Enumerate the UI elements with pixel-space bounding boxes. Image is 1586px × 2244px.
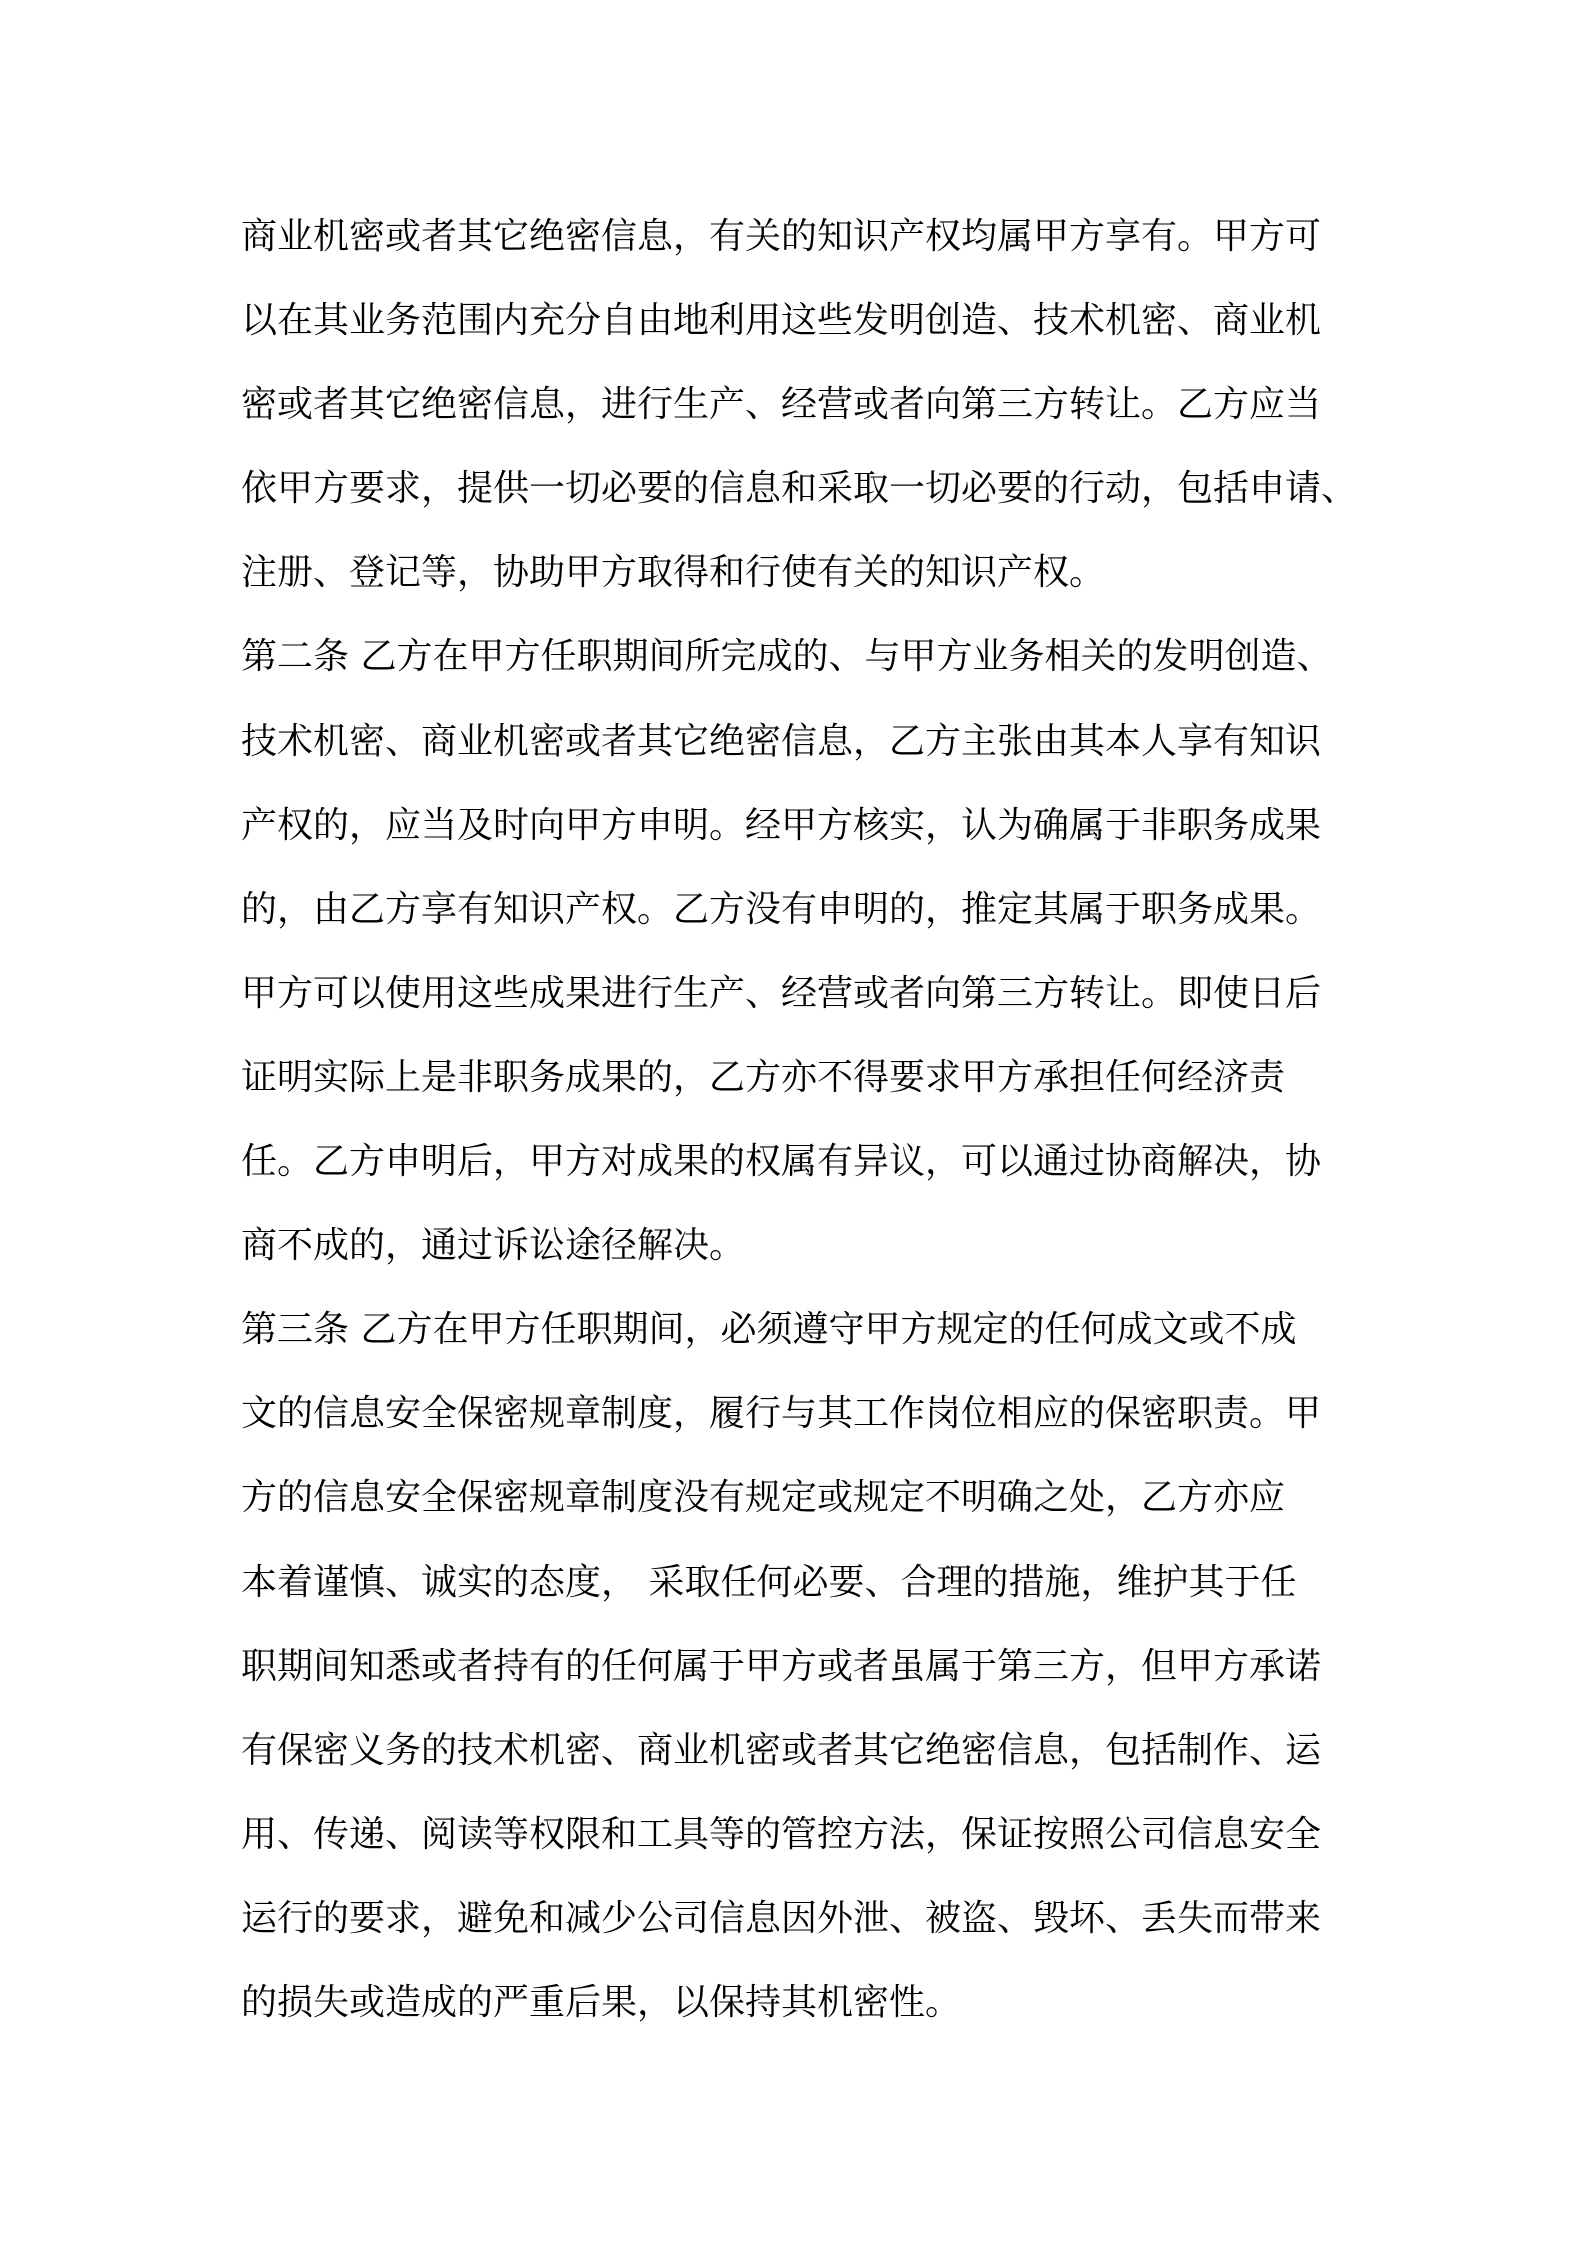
text-line: 运行的要求，避免和减少公司信息因外泄、被盗、毁坏、丢失而带来 (241, 1897, 1322, 1939)
text-line: 以在其业务范围内充分自由地利用这些发明创造、技术机密、商业机 (241, 300, 1322, 342)
text-line: 方的信息安全保密规章制度没有规定或规定不明确之处，乙方亦应 (241, 1477, 1286, 1519)
text-line: 商业机密或者其它绝密信息，有关的知识产权均属甲方享有。甲方可 (241, 216, 1322, 257)
text-line: 文的信息安全保密规章制度，履行与其工作岗位相应的保密职责。甲 (241, 1393, 1322, 1435)
text-line: 的，由乙方享有知识产权。乙方没有申明的，推定其属于职务成果。 (241, 888, 1322, 930)
document-body (241, 195, 1361, 2045)
text-line: 证明实际上是非职务成果的，乙方亦不得要求甲方承担任何经济责 (241, 1056, 1286, 1098)
text-line: 技术机密、商业机密或者其它绝密信息，乙方主张由其本人享有知识 (241, 720, 1322, 762)
text-line: 用、传递、阅读等权限和工具等的管控方法，保证按照公司信息安全 (241, 1813, 1322, 1855)
text-line: 甲方可以使用这些成果进行生产、经营或者向第三方转让。即使日后 (241, 972, 1322, 1014)
text-line: 的损失或造成的严重后果，以保持其机密性。 (241, 1981, 962, 2023)
text-line: 依甲方要求，提供一切必要的信息和采取一切必要的行动，包括申请、 (241, 468, 1358, 510)
text-line: 商不成的，通过诉讼途径解决。 (241, 1225, 746, 1267)
text-line: 产权的，应当及时向甲方申明。经甲方核实，认为确属于非职务成果 (241, 804, 1322, 846)
text-line: 任。乙方申明后，甲方对成果的权属有异议，可以通过协商解决，协 (241, 1141, 1322, 1183)
article-3-heading-line: 第三条 乙方在甲方任职期间，必须遵守甲方规定的任何成文或不成 (241, 1309, 1297, 1351)
article-2-heading-line: 第二条 乙方在甲方任职期间所完成的、与甲方业务相关的发明创造、 (241, 636, 1333, 678)
text-line: 注册、登记等，协助甲方取得和行使有关的知识产权。 (241, 552, 1106, 594)
text-line: 有保密义务的技术机密、商业机密或者其它绝密信息，包括制作、运 (241, 1729, 1322, 1771)
text-line: 密或者其它绝密信息，进行生产、经营或者向第三方转让。乙方应当 (241, 384, 1322, 426)
text-line: 本着谨慎、诚实的态度， 采取任何必要、合理的措施，维护其于任 (241, 1561, 1297, 1603)
text-line: 职期间知悉或者持有的任何属于甲方或者虽属于第三方，但甲方承诺 (241, 1645, 1322, 1687)
